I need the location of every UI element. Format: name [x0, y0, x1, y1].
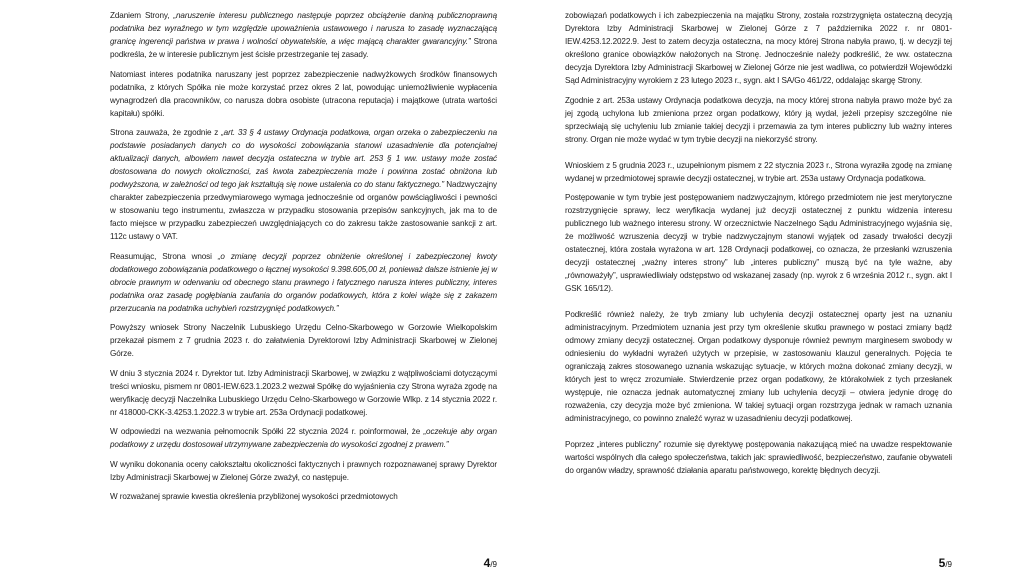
paragraph-text: Reasumując, Strona wnosi — [110, 251, 218, 261]
page-number-total: /9 — [945, 560, 952, 569]
paragraph-text: Nadzwyczajny charakter zabezpieczenia przedwymiarowego wymaga jednocześnie od organów powściągliwości i pewności w stosowaniu tego instrumentu, zwłaszcza w przypadku stosowania przepisów sankcyjnych, jak ma to de facto miejsce w przypadku zabezpieczeń uwzględniających co do zakresu także zastosowanie sankcji z art. 112c ustawy o VAT. — [110, 180, 498, 241]
paragraph — [110, 321, 497, 360]
paragraph — [110, 9, 497, 61]
document-page-5 — [565, 0, 952, 576]
paragraph-text: W dniu 3 stycznia 2024 r. Dyrektor tut. Izby Administracji Skarbowej, w związku z wątpliwościami dotyczącymi treści wniosku, pismem nr 0801-IEW.623.1.2023.2 wezwał Spółkę do wyjaśnienia czy Strona wyraża zgodę na weryfikację decyzji Naczelnika Lubuskiego Urzędu Celno-Skarbowego w Gorzowie Wlkp. z 14 stycznia 2022 r. nr 418000-CKK-3.4253.1.2022.3 w trybie art. 253a Ordynacji podatkowej. — [110, 368, 497, 417]
paragraph — [565, 191, 952, 295]
paragraph-text: W wyniku dokonania oceny całokształtu okoliczności faktycznych i prawnych rozpoznawanej sprawy Dyrektor Izby Administracji Skarbowej w Zielonej Górze zważył, co następuje. — [110, 459, 497, 482]
page-number — [939, 556, 952, 570]
paragraph — [110, 367, 497, 419]
paragraph-text: Natomiast interes podatnika naruszany jest poprzez zabezpieczenie nadwyżkowych środków finansowych podatnika, z których Spółka nie może korzystać przez okres 2 lat, powodując uniemożliwienie wypłacenia wynagrodzeń dla pracowników, co narusza dobra osobiste (utracona reputacja) i majątkowe (utrata wartości kapitału) spółki. — [110, 69, 497, 118]
paragraph — [565, 9, 952, 87]
quoted-text: „oczekuje aby organ podatkowy z urzędu dostosował utrzymywane zabezpieczenia do wysokości zgodnej z prawem.” — [110, 427, 497, 449]
page-4-body — [110, 9, 497, 510]
paragraph — [565, 159, 952, 185]
page-5-body — [565, 9, 952, 484]
paragraph-text: Zgodnie z art. 253a ustawy Ordynacja podatkowa decyzja, na mocy której strona nabyła prawo może być za jej zgodą uchylona lub zmieniona przez organ podatkowy, który ją wydał, jeżeli przepisy szczególne nie sprzeciwiają się uchyleniu lub zmianie takiej decyzji i przemawia za tym interes publiczny lub ważny interes strony. Organ nie może wydać w tym trybie decyzji na niekorzyść strony. — [565, 95, 952, 144]
paragraph-text: W rozważanej sprawie kwestia określenia przybliżonej wysokości przedmiotowych — [110, 492, 398, 501]
paragraph-text: Strona podkreśla, że w interesie publicznym jest ścisłe przestrzeganie tej zasady. — [110, 37, 497, 59]
paragraph-text: Poprzez „interes publiczny” rozumie się dyrektywę postępowania nakazującą mieć na uwadze respektowanie wartości wspólnych dla całego społeczeństwa, takich jak: sprawiedliwość, bezpieczeństwo, zaufanie obywateli do organów władzy, sprawność działania aparatu państwowego, korektę błędnych decyzji. — [565, 440, 952, 475]
paragraph — [565, 308, 952, 425]
paragraph — [565, 94, 952, 146]
paragraph — [110, 250, 497, 315]
paragraph — [565, 438, 952, 477]
paragraph-text: Wnioskiem z 5 grudnia 2023 r., uzupełnionym pismem z 22 stycznia 2023 r., Strona wyraziła zgodę na zmianę wydanej w przedmiotowej sprawie decyzji ostatecznej, w trybie art. 253a ustawy Ordynacja podatkowa. — [565, 160, 952, 183]
quoted-text: „art. 33 § 4 ustawy Ordynacja podatkowa, organ orzeka o zabezpieczeniu na podstawie posiadanych danych co do wysokości zobowiązania stanowi uzasadnienie dla potencjalnej aktualizacji danych, albowiem nawet decyzja ostateczna w trybie art. 253 § 1 ww. ustawy może zostać dostosowana do nowych okoliczności, zaś kwota zabezpieczenia może i powinna zostać obniżona lub podwyższona, w zależności od tego jak kształtują się nowe ustalenia co do stanu faktycznego.” — [110, 128, 497, 189]
paragraph-text: Postępowanie w tym trybie jest postępowaniem nadzwyczajnym, którego przedmiotem nie jest merytoryczne rozstrzygnięcie sprawy, lecz weryfikacja wydanej już decyzji ostatecznej z punktu widzenia interesu publicznego lub ważnego interesu strony. W orzecznictwie Naczelnego Sądu Administracyjnego wyjaśnia się, że możliwość wzruszenia decyzji w trybie nadzwyczajnym stanowi wyjątek od zasady trwałości decyzji ostatecznej, która została wyrażona w art. 128 Ordynacji podatkowej, co oznacza, że przesłanki wzruszenia decyzji ostatecznej „ważny interes strony” lub „interes publiczny” muszą być na tyle ważne, aby „równoważyły”, usprawiedliwiały odstępstwo od wskazanej zasady (np. wyrok z 6 września 2012 r., sygn. akt I GSK 165/12). — [565, 193, 952, 293]
paragraph-text: Zdaniem Strony, — [110, 11, 174, 20]
paragraph-text: zobowiązań podatkowych i ich zabezpieczenia na majątku Strony, została rozstrzygnięta ostateczną decyzją Dyrektora Izby Administracji Skarbowej w Zielonej Górze z 7 października 2022 r. nr 0801-IEW.4253.12.2022.9. Jest to zatem decyzja ostateczna, na mocy której Strona nabyła prawo, tj. w decyzji tej określono granice obowiązków nałożonych na Stronę. Jednocześnie należy podkreślić, że ww. ostateczna decyzja Dyrektora Izby Administracji Skarbowej w Zielonej Górze nie jest wadliwa, co potwierdził Wojewódzki Sąd Administracyjny wyrokiem z 23 lutego 2023 r., sygn. akt I SA/Go 461/22, oddalając skargę Strony. — [565, 11, 952, 85]
document-page-4 — [110, 0, 497, 576]
paragraph-text: W odpowiedzi na wezwania pełnomocnik Spółki 22 stycznia 2024 r. poinformował, że — [110, 427, 424, 436]
paragraph-text: Strona zauważa, że zgodnie z — [110, 128, 222, 137]
paragraph — [110, 458, 497, 484]
page-number-current: 4 — [483, 556, 491, 570]
paragraph-text: Powyższy wniosek Strony Naczelnik Lubuskiego Urzędu Celno-Skarbowego w Gorzowie Wielkopolskim przekazał pismem z 7 grudnia 2023 r. do załatwienia Dyrektorowi Izby Administracji Skarbowej w Zielonej Górze. — [110, 323, 497, 358]
paragraph — [110, 490, 497, 503]
paragraph-text: Podkreślić również należy, że tryb zmiany lub uchylenia decyzji ostatecznej oparty jest na uznaniu administracyjnym. Przedmiotem uznania jest przy tym określenie skutku prawnego w postaci zmiany bądź odmowy zmiany decyzji ostatecznej. Organ podatkowy dysponuje również pewnym marginesem swobody w odniesieniu do wykładni wyrażeń użytych w przepisie, w zastosowaniu klauzul generalnych. Pojęcia te ograniczają zakres stosowanego uznania wskazując sytuacje, w których można dokonać zmiany decyzji, w których jest to wręcz zrozumiałe. Stwierdzenie przez organ podatkowy, że którakolwiek z tych przesłanek występuje, nie oznacza jednak automatycznej zmiany lub uchylenia decyzji – otwiera jedynie drogę do rozważenia, czy decyzja może być zmieniona. W takiej sytuacji organ rozstrzyga jednak w ramach uznania administracyjnego, co powinno znaleźć wyraz w uzasadnieniu decyzji podatkowej. — [565, 310, 952, 423]
page-number — [484, 556, 497, 570]
paragraph — [110, 425, 497, 451]
quoted-text: „naruszenie interesu publicznego następuje poprzez obciążenie daniną publicznoprawną podatnika bez wyraźnego w tym względzie upoważnienia ustawowego i narusza to zasadę wyznaczającą granicę ingerencji państwa w prawa i wolności obywatelskie, a więc mającą charakter gwarancyjny.” — [110, 11, 497, 46]
page-number-current: 5 — [938, 556, 946, 570]
page-number-total: /9 — [490, 560, 497, 569]
paragraph — [110, 68, 497, 120]
quoted-text: „o zmianę decyzji poprzez obniżenie określonej i zabezpieczonej kwoty dodatkowego zobowiązania podatkowego o łącznej wysokości 9.398.605,00 zł, ponieważ dalsze istnienie jej w obrocie prawnym w oderwaniu od obecnego stanu prawnego i fatycznego narusza interes publiczny, interes podatnika oraz zasadę pogłębiania zaufania do organów podatkowych, która z kolei wiąże się z zakazem przerzucania na podatnika uchybień rozstrzygnięć podatkowych.” — [110, 251, 497, 313]
paragraph — [110, 126, 497, 243]
